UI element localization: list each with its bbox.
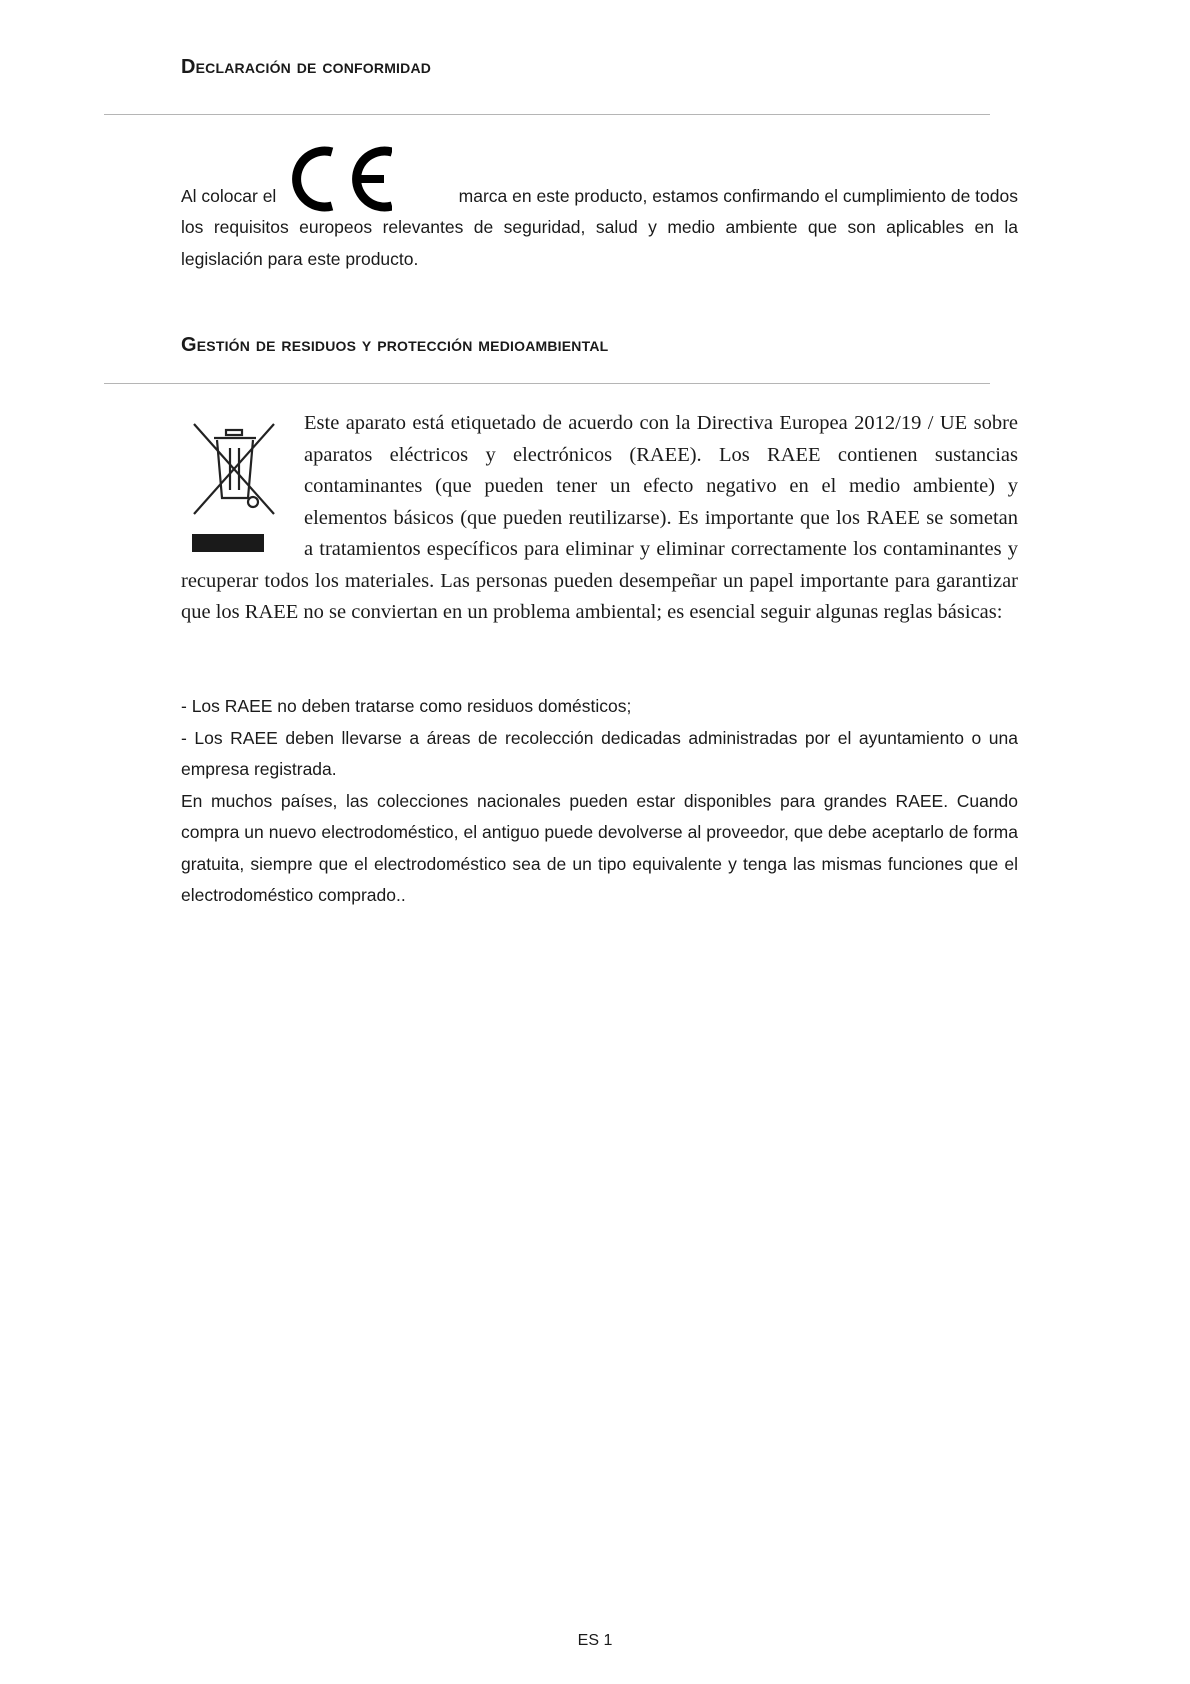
heading-divider (104, 114, 990, 115)
declaration-paragraph (181, 138, 1018, 275)
closing-paragraph: En muchos países, las colecciones nacionales pueden estar disponibles para grandes RAEE. Cuando compra un nuevo electrodoméstico, el antiguo puede devolverse al proveedor, que debe aceptarlo de forma gratuita, siempre que el electrodoméstico sea de un tipo equivalente y tenga las mismas funciones que el electrodoméstico comprado.. (181, 790, 1018, 905)
ce-mark-icon (288, 142, 392, 216)
rule-item: - Los RAEE no deben tratarse como residuos domésticos; (181, 696, 632, 716)
weee-rules (181, 691, 1018, 912)
crossed-out-wheelie-bin-icon (186, 414, 284, 560)
heading-divider (104, 383, 990, 384)
rule-item: - Los RAEE deben llevarse a áreas de recolección dedicadas administradas por el ayuntamiento o una empresa registrada. (181, 727, 1018, 779)
section-heading-residuos: Gestión de residuos y protección medioambiental (181, 334, 609, 356)
page-number: ES 1 (577, 1632, 613, 1649)
declaration-text-after: marca en este producto, estamos confirmando el cumplimiento de todos (458, 185, 1018, 206)
weee-paragraph (181, 408, 1018, 629)
section-heading-declaracion: Declaración de conformidad (181, 56, 432, 78)
weee-paragraph-text: Este aparato está etiquetado de acuerdo con la Directiva Europea 2012/19 / UE sobre aparatos eléctricos y electrónicos (RAEE). Los RAEE contienen sustancias contaminantes (que pueden tener un efecto negativo en el medio ambiente) y elementos básicos (que pueden reutilizarse). Es importante que los RAEE se sometan a tratamientos específicos para eliminar y eliminar correctamente los contaminantes y recuperar todos los materiales. Las personas pueden desempeñar un papel importante para garantizar que los RAEE no se conviertan en un problema ambiental; es esencial seguir algunas reglas básicas: (181, 412, 1018, 623)
declaration-text-before: Al colocar el (181, 185, 277, 206)
declaration-line-2: los requisitos europeos relevantes de seguridad, salud y medio ambiente que son aplicables en la (181, 217, 1018, 237)
declaration-first-line (181, 138, 1018, 212)
declaration-line-3: legislación para este producto. (181, 248, 419, 269)
